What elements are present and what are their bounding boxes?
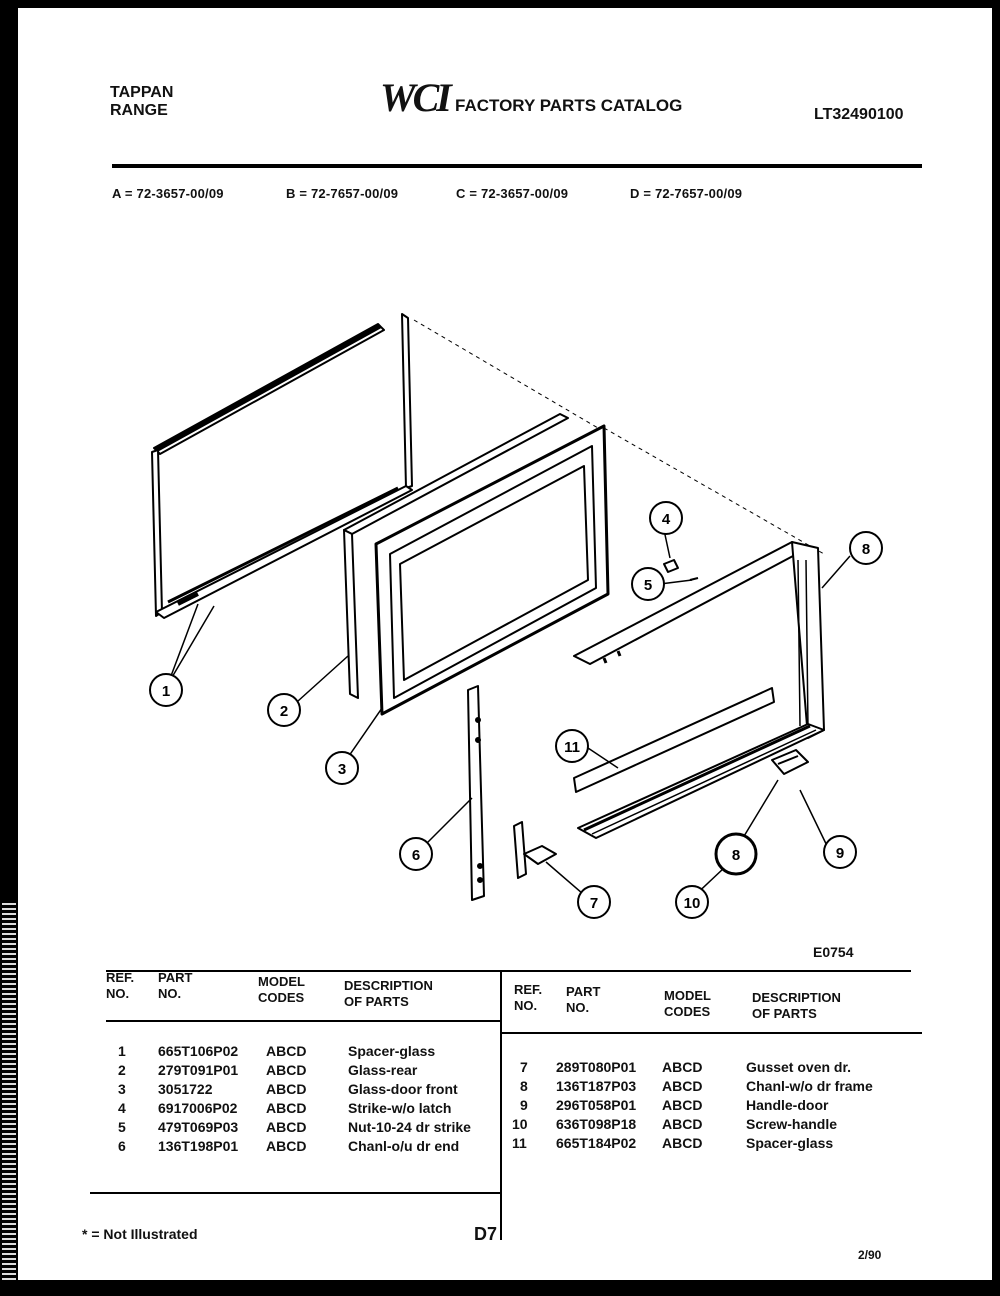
row-part-no: 665T184P02 [556,1135,637,1151]
scan-edge-bottom [0,1280,1000,1296]
row-part-no: 279T091P01 [158,1062,239,1078]
scan-edge-top [0,0,1000,8]
row-description: Gusset oven dr. [746,1059,852,1075]
table-row [18,1077,978,1096]
row-ref: 11 [512,1135,527,1151]
row-ref: 10 [512,1116,528,1132]
row-part-no: 136T198P01 [158,1138,239,1154]
right-header-ref: REF. NO. [514,982,543,1013]
figure-code: E0754 [813,944,854,960]
row-description: Chanl-o/u dr end [348,1138,460,1154]
part-channel-frame [574,542,824,838]
right-header-part: PART NO. [566,984,601,1015]
callout-7: 7 [589,895,599,912]
part-channel-end [468,686,484,900]
not-illustrated-footnote: * = Not Illustrated [82,1226,198,1242]
part-strike-nut [664,560,698,580]
table-top-rule [106,970,911,972]
row-model-codes: ABCD [662,1116,703,1132]
table-header-rule-left [106,1020,501,1022]
row-model-codes: ABCD [662,1078,703,1094]
row-part-no: 136T187P03 [556,1078,637,1094]
catalog-title: FACTORY PARTS CATALOG [455,96,683,115]
brand-line-2: RANGE [110,102,168,119]
row-model-codes: ABCD [266,1100,307,1116]
right-header-description: DESCRIPTION OF PARTS [752,990,841,1021]
row-ref: 6 [118,1138,126,1154]
row-ref: 8 [520,1078,528,1094]
row-part-no: 479T069P03 [158,1119,239,1135]
page-code: D7 [474,1224,498,1244]
row-model-codes: ABCD [266,1081,307,1097]
callout-9: 9 [835,845,845,862]
callout-6: 6 [411,847,421,864]
callout-1: 1 [161,683,171,700]
callout-4: 4 [661,511,671,528]
scan-edge-right [992,0,1000,1296]
row-ref: 3 [118,1081,126,1097]
wci-logo-text: WCI [380,75,449,120]
row-model-codes: ABCD [266,1138,307,1154]
model-key-c: C = 72-3657-00/09 [456,186,569,201]
row-model-codes: ABCD [266,1062,307,1078]
table-header-rule-right [502,1032,922,1034]
model-key-a: A = 72-3657-00/09 [112,186,224,201]
table-row [18,1096,978,1115]
scan-edge-marks [2,900,16,1280]
left-header-model: MODEL CODES [258,974,305,1005]
callout-2: 2 [279,703,289,720]
row-description: Glass-door front [348,1081,458,1097]
row-ref: 4 [118,1100,126,1116]
row-ref: 7 [520,1059,528,1075]
row-ref: 5 [118,1119,126,1135]
callout-8-secondary: 8 [731,847,741,864]
row-part-no: 289T080P01 [556,1059,637,1075]
row-part-no: 3051722 [158,1081,213,1097]
row-description: Spacer-glass [746,1135,834,1151]
callout-5: 5 [643,577,653,594]
row-description: Screw-handle [746,1116,838,1132]
catalog-page [18,8,992,1280]
row-description: Strike-w/o latch [348,1100,452,1116]
callout-3: 3 [337,761,347,778]
row-description: Spacer-glass [348,1043,436,1059]
part-gusset [514,822,556,878]
part-handle-door [772,750,808,774]
left-header-ref: REF. NO. [106,970,135,1001]
row-part-no: 296T058P01 [556,1097,637,1113]
row-description: Nut-10-24 dr strike [348,1119,471,1135]
row-part-no: 665T106P02 [158,1043,239,1059]
callout-8: 8 [861,541,871,558]
table-bottom-rule [90,1192,500,1194]
table-row [18,1134,978,1153]
row-part-no: 636T098P18 [556,1116,637,1132]
row-model-codes: ABCD [662,1097,703,1113]
row-ref: 1 [118,1043,126,1059]
row-model-codes: ABCD [662,1059,703,1075]
left-header-description: DESCRIPTION OF PARTS [344,978,433,1009]
right-header-model: MODEL CODES [664,988,711,1019]
row-ref: 2 [118,1062,126,1078]
row-description: Handle-door [746,1097,829,1113]
brand-line-1: TAPPAN [110,84,174,101]
table-row [18,1058,978,1077]
table-row [18,1115,978,1134]
row-part-no: 6917006P02 [158,1100,238,1116]
date-code: 2/90 [858,1248,882,1262]
row-description: Chanl-w/o dr frame [746,1078,873,1094]
callout-10: 10 [683,895,701,912]
row-ref: 9 [520,1097,528,1113]
row-model-codes: ABCD [266,1119,307,1135]
catalog-number: LT32490100 [814,106,904,123]
row-description: Glass-rear [348,1062,418,1078]
row-model-codes: ABCD [662,1135,703,1151]
part-spacer-glass-strip [574,688,774,792]
callout-11: 11 [564,739,580,756]
row-model-codes: ABCD [266,1043,307,1059]
model-key-b: B = 72-7657-00/09 [286,186,399,201]
part-spacer-glass-frame [152,314,412,618]
exploded-parts-diagram [18,8,992,968]
model-key-d: D = 72-7657-00/09 [630,186,743,201]
left-header-part: PART NO. [158,970,193,1001]
